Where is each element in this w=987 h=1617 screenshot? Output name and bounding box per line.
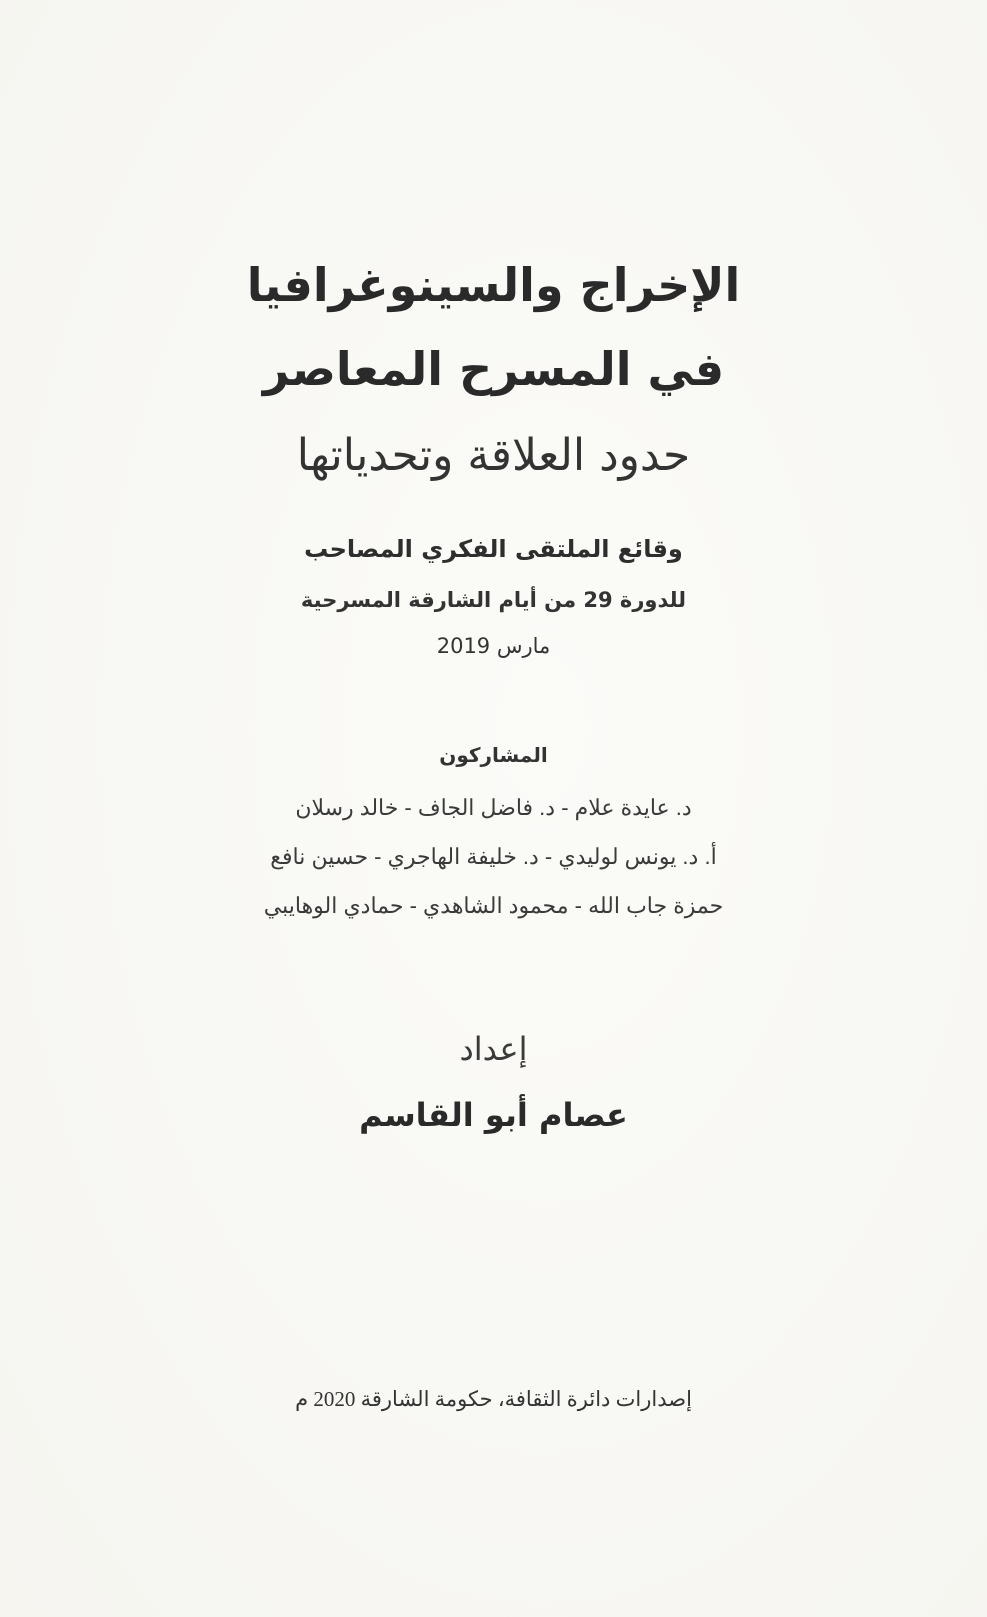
proceedings-line: وقائع الملتقى الفكري المصاحب xyxy=(304,535,683,563)
publisher-line: إصدارات دائرة الثقافة، حكومة الشارقة 2020 م xyxy=(295,1387,692,1411)
book-title-line-2: في المسرح المعاصر xyxy=(262,342,725,396)
participants-heading: المشاركون xyxy=(439,743,548,767)
book-subtitle: حدود العلاقة وتحدياتها xyxy=(296,430,691,481)
book-title-line-1: الإخراج والسينوغرافيا xyxy=(246,258,741,312)
participants-line-1: د. عايدة علام - د. فاضل الجاف - خالد رسلان xyxy=(295,795,692,820)
editor-name: عصام أبو القاسم xyxy=(359,1096,628,1134)
festival-edition-line: للدورة 29 من أيام الشارقة المسرحية xyxy=(300,588,687,612)
proceedings-date: مارس 2019 xyxy=(436,634,551,658)
participants-line-2: أ. د. يونس لوليدي - د. خليفة الهاجري - حسين نافع xyxy=(270,844,717,869)
prepared-by-label: إعداد xyxy=(459,1030,528,1068)
participants-line-3: حمزة جاب الله - محمود الشاهدي - حمادي الوهايبي xyxy=(263,893,724,918)
